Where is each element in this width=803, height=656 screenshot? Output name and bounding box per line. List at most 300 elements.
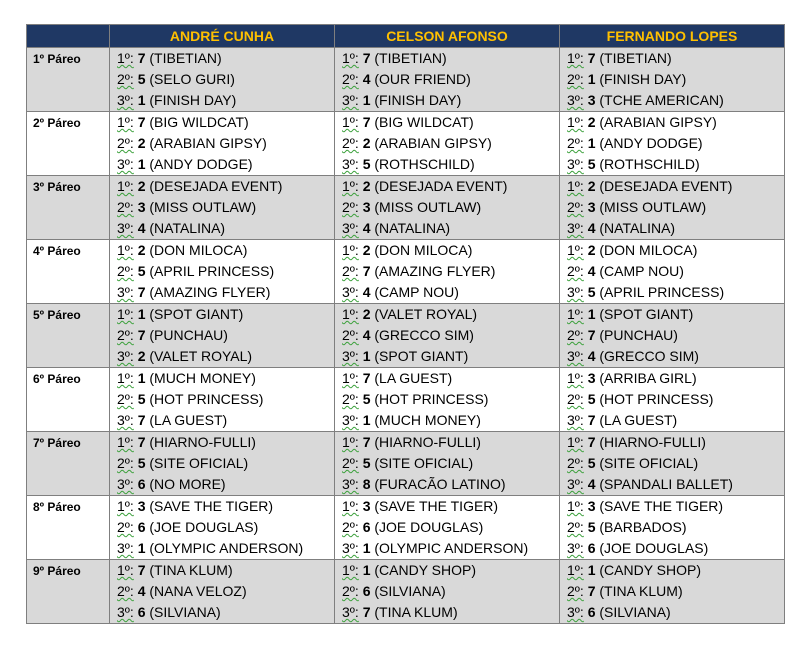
horse-number: 2	[137, 348, 146, 364]
horse-number: 7	[362, 604, 371, 620]
horse-name: (MUCH MONEY)	[374, 412, 481, 428]
horse-number: 1	[587, 135, 596, 151]
pick-position: 3º:	[342, 412, 359, 428]
horse-name: (LA GUEST)	[149, 412, 228, 428]
pick-line	[560, 48, 784, 69]
pick-line	[110, 346, 334, 367]
pick-line	[110, 325, 334, 346]
pick-position: 1º:	[342, 114, 359, 130]
picks-cell	[335, 240, 560, 304]
race-row	[27, 560, 785, 624]
pick-position: 2º:	[342, 327, 359, 343]
horse-number: 7	[137, 412, 146, 428]
race-row	[27, 48, 785, 112]
pick-position: 3º:	[567, 220, 584, 236]
horse-number: 7	[587, 327, 596, 343]
pick-position: 3º:	[567, 92, 584, 108]
pick-line	[110, 133, 334, 154]
horse-name: (SITE OFICIAL)	[149, 455, 249, 471]
pick-line	[110, 69, 334, 90]
picks-cell	[110, 48, 335, 112]
horse-number: 5	[587, 284, 596, 300]
picks-cell	[560, 496, 785, 560]
header-celson-afonso: CELSON AFONSO	[335, 25, 560, 48]
race-label: 2º Páreo	[27, 112, 110, 176]
picks-cell	[335, 304, 560, 368]
pick-line	[560, 261, 784, 282]
horse-name: (ARABIAN GIPSY)	[374, 135, 492, 151]
horse-name: (TINA KLUM)	[599, 583, 683, 599]
pick-position: 1º:	[342, 562, 359, 578]
pick-line	[560, 133, 784, 154]
horse-name: (HOT PRINCESS)	[374, 391, 489, 407]
horse-name: (SAVE THE TIGER)	[149, 498, 274, 514]
pick-line	[335, 496, 559, 517]
pick-position: 3º:	[567, 284, 584, 300]
horse-name: (SILVIANA)	[149, 604, 221, 620]
horse-name: (OLYMPIC ANDERSON)	[149, 540, 304, 556]
pick-position: 1º:	[342, 370, 359, 386]
pick-position: 1º:	[342, 50, 359, 66]
race-row	[27, 112, 785, 176]
horse-number: 6	[362, 519, 371, 535]
pick-position: 2º:	[342, 263, 359, 279]
pick-position: 1º:	[117, 50, 134, 66]
pick-position: 3º:	[117, 540, 134, 556]
pick-line	[110, 368, 334, 389]
horse-number: 1	[587, 71, 596, 87]
pick-line	[335, 389, 559, 410]
horse-number: 4	[362, 284, 371, 300]
pick-line	[560, 517, 784, 538]
picks-cell	[335, 432, 560, 496]
pick-line	[335, 538, 559, 559]
race-label: 1º Páreo	[27, 48, 110, 112]
horse-number: 2	[137, 178, 146, 194]
pick-line	[110, 496, 334, 517]
pick-position: 2º:	[342, 71, 359, 87]
horse-number: 2	[362, 135, 371, 151]
picks-cell	[110, 560, 335, 624]
pick-line	[560, 496, 784, 517]
pick-position: 1º:	[567, 306, 584, 322]
horse-number: 8	[362, 476, 371, 492]
pick-line	[335, 346, 559, 367]
horse-number: 7	[587, 583, 596, 599]
pick-line	[335, 517, 559, 538]
pick-position: 2º:	[117, 455, 134, 471]
pick-position: 1º:	[117, 370, 134, 386]
horse-name: (DESEJADA EVENT)	[599, 178, 733, 194]
picks-cell	[110, 496, 335, 560]
pick-line	[110, 240, 334, 261]
horse-number: 2	[137, 135, 146, 151]
pick-position: 1º:	[342, 306, 359, 322]
pick-line	[335, 602, 559, 623]
pick-position: 1º:	[117, 434, 134, 450]
pick-position: 2º:	[567, 583, 584, 599]
pick-line	[560, 304, 784, 325]
horse-name: (SPANDALI BALLET)	[599, 476, 733, 492]
pick-line	[560, 325, 784, 346]
pick-position: 2º:	[342, 391, 359, 407]
picks-cell	[110, 240, 335, 304]
pick-position: 1º:	[117, 178, 134, 194]
pick-position: 3º:	[117, 412, 134, 428]
pick-position: 1º:	[342, 434, 359, 450]
pick-line	[110, 197, 334, 218]
pick-line	[335, 112, 559, 133]
horse-name: (HIARNO-FULLI)	[149, 434, 256, 450]
pick-position: 3º:	[117, 156, 134, 172]
horse-name: (SITE OFICIAL)	[374, 455, 474, 471]
horse-number: 1	[362, 412, 371, 428]
horse-name: (CANDY SHOP)	[599, 562, 702, 578]
pick-position: 2º:	[567, 391, 584, 407]
picks-table	[26, 24, 785, 624]
horse-number: 3	[137, 498, 146, 514]
pick-position: 1º:	[567, 114, 584, 130]
pick-line	[110, 432, 334, 453]
pick-position: 2º:	[117, 327, 134, 343]
horse-name: (FURACÃO LATINO)	[374, 476, 506, 492]
horse-name: (FINISH DAY)	[374, 92, 462, 108]
horse-name: (MISS OUTLAW)	[599, 199, 707, 215]
pick-position: 3º:	[567, 476, 584, 492]
pick-line	[560, 282, 784, 303]
pick-position: 1º:	[117, 562, 134, 578]
horse-number: 2	[362, 242, 371, 258]
horse-number: 5	[587, 519, 596, 535]
horse-name: (HIARNO-FULLI)	[599, 434, 706, 450]
horse-number: 1	[362, 562, 371, 578]
pick-position: 3º:	[117, 220, 134, 236]
horse-number: 1	[362, 348, 371, 364]
horse-name: (OUR FRIEND)	[374, 71, 471, 87]
pick-line	[335, 453, 559, 474]
race-label: 6º Páreo	[27, 368, 110, 432]
pick-position: 1º:	[117, 498, 134, 514]
pick-line	[560, 389, 784, 410]
horse-number: 7	[362, 114, 371, 130]
picks-cell	[335, 496, 560, 560]
pick-position: 3º:	[117, 604, 134, 620]
pick-line	[110, 176, 334, 197]
pick-position: 2º:	[342, 455, 359, 471]
pick-position: 2º:	[567, 199, 584, 215]
race-label: 5º Páreo	[27, 304, 110, 368]
horse-number: 6	[137, 604, 146, 620]
horse-number: 4	[362, 327, 371, 343]
horse-name: (DON MILOCA)	[374, 242, 473, 258]
horse-number: 2	[137, 242, 146, 258]
pick-line	[335, 581, 559, 602]
horse-number: 7	[587, 50, 596, 66]
horse-name: (OLYMPIC ANDERSON)	[374, 540, 529, 556]
horse-number: 3	[362, 498, 371, 514]
pick-line	[560, 474, 784, 495]
pick-position: 3º:	[117, 348, 134, 364]
horse-name: (NATALINA)	[599, 220, 676, 236]
horse-number: 1	[137, 540, 146, 556]
pick-position: 2º:	[117, 583, 134, 599]
horse-number: 2	[587, 178, 596, 194]
pick-line	[110, 304, 334, 325]
pick-line	[110, 261, 334, 282]
race-label: 9º Páreo	[27, 560, 110, 624]
race-row	[27, 176, 785, 240]
pick-position: 3º:	[342, 348, 359, 364]
picks-cell	[335, 112, 560, 176]
pick-position: 3º:	[117, 476, 134, 492]
pick-line	[560, 218, 784, 239]
horse-number: 2	[362, 178, 371, 194]
pick-position: 2º:	[567, 263, 584, 279]
horse-name: (ROTHSCHILD)	[374, 156, 475, 172]
pick-line	[335, 432, 559, 453]
pick-position: 3º:	[567, 604, 584, 620]
pick-position: 1º:	[567, 178, 584, 194]
pick-line	[560, 176, 784, 197]
horse-number: 1	[137, 156, 146, 172]
horse-name: (GRECCO SIM)	[374, 327, 474, 343]
horse-number: 7	[362, 263, 371, 279]
picks-cell	[560, 112, 785, 176]
pick-position: 1º:	[342, 498, 359, 514]
pick-position: 2º:	[342, 583, 359, 599]
pick-line	[335, 560, 559, 581]
pick-line	[110, 602, 334, 623]
horse-name: (PUNCHAU)	[599, 327, 678, 343]
pick-line	[110, 538, 334, 559]
race-label: 8º Páreo	[27, 496, 110, 560]
horse-name: (DESEJADA EVENT)	[374, 178, 508, 194]
horse-name: (BIG WILDCAT)	[374, 114, 474, 130]
picks-sheet	[26, 24, 785, 624]
horse-number: 7	[587, 434, 596, 450]
horse-name: (VALET ROYAL)	[374, 306, 478, 322]
race-label: 4º Páreo	[27, 240, 110, 304]
pick-line	[560, 602, 784, 623]
horse-name: (HIARNO-FULLI)	[374, 434, 481, 450]
horse-name: (CAMP NOU)	[599, 263, 684, 279]
pick-line	[335, 154, 559, 175]
horse-number: 4	[587, 348, 596, 364]
pick-position: 3º:	[342, 156, 359, 172]
pick-line	[335, 197, 559, 218]
pick-position: 3º:	[117, 92, 134, 108]
horse-name: (CANDY SHOP)	[374, 562, 477, 578]
pick-line	[110, 48, 334, 69]
horse-name: (APRIL PRINCESS)	[599, 284, 725, 300]
pick-position: 2º:	[117, 135, 134, 151]
horse-number: 4	[587, 476, 596, 492]
horse-name: (DON MILOCA)	[599, 242, 698, 258]
horse-name: (DON MILOCA)	[149, 242, 248, 258]
pick-position: 3º:	[567, 412, 584, 428]
horse-name: (CAMP NOU)	[374, 284, 459, 300]
pick-position: 2º:	[117, 199, 134, 215]
pick-position: 1º:	[567, 498, 584, 514]
horse-name: (ARRIBA GIRL)	[599, 370, 697, 386]
pick-line	[335, 282, 559, 303]
pick-position: 3º:	[342, 476, 359, 492]
horse-name: (LA GUEST)	[374, 370, 453, 386]
horse-number: 7	[137, 114, 146, 130]
horse-number: 7	[587, 412, 596, 428]
pick-position: 3º:	[342, 284, 359, 300]
horse-number: 5	[587, 455, 596, 471]
pick-line	[110, 581, 334, 602]
pick-line	[560, 538, 784, 559]
horse-name: (JOE DOUGLAS)	[599, 540, 709, 556]
horse-number: 6	[137, 519, 146, 535]
pick-line	[335, 304, 559, 325]
horse-name: (TINA KLUM)	[149, 562, 233, 578]
horse-name: (AMAZING FLYER)	[149, 284, 271, 300]
horse-number: 5	[362, 156, 371, 172]
pick-position: 2º:	[117, 71, 134, 87]
horse-number: 6	[587, 540, 596, 556]
pick-position: 3º:	[342, 604, 359, 620]
horse-number: 7	[137, 50, 146, 66]
pick-position: 1º:	[567, 242, 584, 258]
header-andre-cunha: ANDRÉ CUNHA	[110, 25, 335, 48]
pick-line	[110, 389, 334, 410]
pick-line	[335, 240, 559, 261]
horse-number: 7	[137, 562, 146, 578]
pick-line	[110, 282, 334, 303]
pick-line	[110, 453, 334, 474]
horse-name: (ANDY DODGE)	[149, 156, 253, 172]
horse-name: (TINA KLUM)	[374, 604, 458, 620]
horse-name: (SPOT GIANT)	[374, 348, 469, 364]
picks-cell	[560, 176, 785, 240]
horse-number: 1	[587, 306, 596, 322]
horse-number: 1	[137, 370, 146, 386]
horse-name: (GRECCO SIM)	[599, 348, 699, 364]
horse-number: 3	[362, 199, 371, 215]
pick-line	[560, 154, 784, 175]
horse-number: 5	[137, 71, 146, 87]
horse-number: 2	[587, 114, 596, 130]
pick-position: 1º:	[117, 242, 134, 258]
pick-position: 2º:	[342, 199, 359, 215]
pick-position: 2º:	[567, 455, 584, 471]
pick-line	[335, 48, 559, 69]
horse-name: (ARABIAN GIPSY)	[149, 135, 267, 151]
horse-number: 1	[362, 540, 371, 556]
horse-number: 1	[137, 92, 146, 108]
horse-number: 3	[587, 199, 596, 215]
horse-name: (NATALINA)	[374, 220, 451, 236]
horse-name: (ROTHSCHILD)	[599, 156, 700, 172]
horse-number: 5	[587, 156, 596, 172]
horse-name: (HOT PRINCESS)	[599, 391, 714, 407]
picks-cell	[110, 432, 335, 496]
pick-position: 1º:	[567, 370, 584, 386]
horse-number: 4	[137, 583, 146, 599]
pick-line	[560, 410, 784, 431]
horse-name: (SPOT GIANT)	[149, 306, 244, 322]
horse-name: (MUCH MONEY)	[149, 370, 256, 386]
pick-line	[335, 218, 559, 239]
horse-number: 6	[137, 476, 146, 492]
horse-name: (FINISH DAY)	[599, 71, 687, 87]
picks-cell	[560, 304, 785, 368]
picks-cell	[335, 368, 560, 432]
horse-name: (PUNCHAU)	[149, 327, 228, 343]
horse-name: (LA GUEST)	[599, 412, 678, 428]
horse-name: (TIBETIAN)	[374, 50, 447, 66]
pick-position: 2º:	[567, 71, 584, 87]
pick-line	[110, 517, 334, 538]
horse-number: 7	[137, 284, 146, 300]
horse-number: 1	[137, 306, 146, 322]
pick-position: 2º:	[117, 519, 134, 535]
header-corner-cell	[27, 25, 110, 48]
horse-name: (JOE DOUGLAS)	[374, 519, 484, 535]
horse-name: (MISS OUTLAW)	[149, 199, 257, 215]
pick-line	[560, 581, 784, 602]
pick-line	[110, 410, 334, 431]
horse-name: (TCHE AMERICAN)	[599, 92, 724, 108]
race-label: 7º Páreo	[27, 432, 110, 496]
pick-position: 2º:	[342, 519, 359, 535]
horse-number: 3	[587, 370, 596, 386]
horse-name: (NATALINA)	[149, 220, 226, 236]
picks-cell	[110, 112, 335, 176]
pick-position: 1º:	[342, 178, 359, 194]
pick-position: 2º:	[117, 391, 134, 407]
pick-line	[560, 560, 784, 581]
pick-line	[335, 90, 559, 111]
horse-name: (BARBADOS)	[599, 519, 687, 535]
horse-number: 2	[362, 306, 371, 322]
picks-cell	[560, 240, 785, 304]
pick-position: 2º:	[117, 263, 134, 279]
horse-name: (ARABIAN GIPSY)	[599, 114, 717, 130]
horse-number: 3	[587, 92, 596, 108]
pick-position: 2º:	[567, 135, 584, 151]
horse-number: 7	[362, 370, 371, 386]
race-row	[27, 368, 785, 432]
horse-number: 5	[362, 391, 371, 407]
pick-line	[560, 368, 784, 389]
horse-name: (SAVE THE TIGER)	[374, 498, 499, 514]
horse-number: 4	[137, 220, 146, 236]
pick-line	[110, 218, 334, 239]
picks-cell	[110, 176, 335, 240]
pick-position: 2º:	[567, 327, 584, 343]
pick-line	[335, 368, 559, 389]
pick-line	[110, 154, 334, 175]
horse-number: 7	[137, 434, 146, 450]
pick-position: 3º:	[567, 156, 584, 172]
picks-cell	[335, 176, 560, 240]
pick-line	[560, 453, 784, 474]
horse-name: (SITE OFICIAL)	[599, 455, 699, 471]
horse-name: (TIBETIAN)	[599, 50, 672, 66]
race-row	[27, 304, 785, 368]
horse-name: (TIBETIAN)	[149, 50, 222, 66]
horse-name: (SILVIANA)	[374, 583, 446, 599]
pick-position: 3º:	[342, 540, 359, 556]
pick-line	[560, 90, 784, 111]
pick-line	[335, 176, 559, 197]
pick-line	[560, 432, 784, 453]
pick-position: 1º:	[117, 306, 134, 322]
